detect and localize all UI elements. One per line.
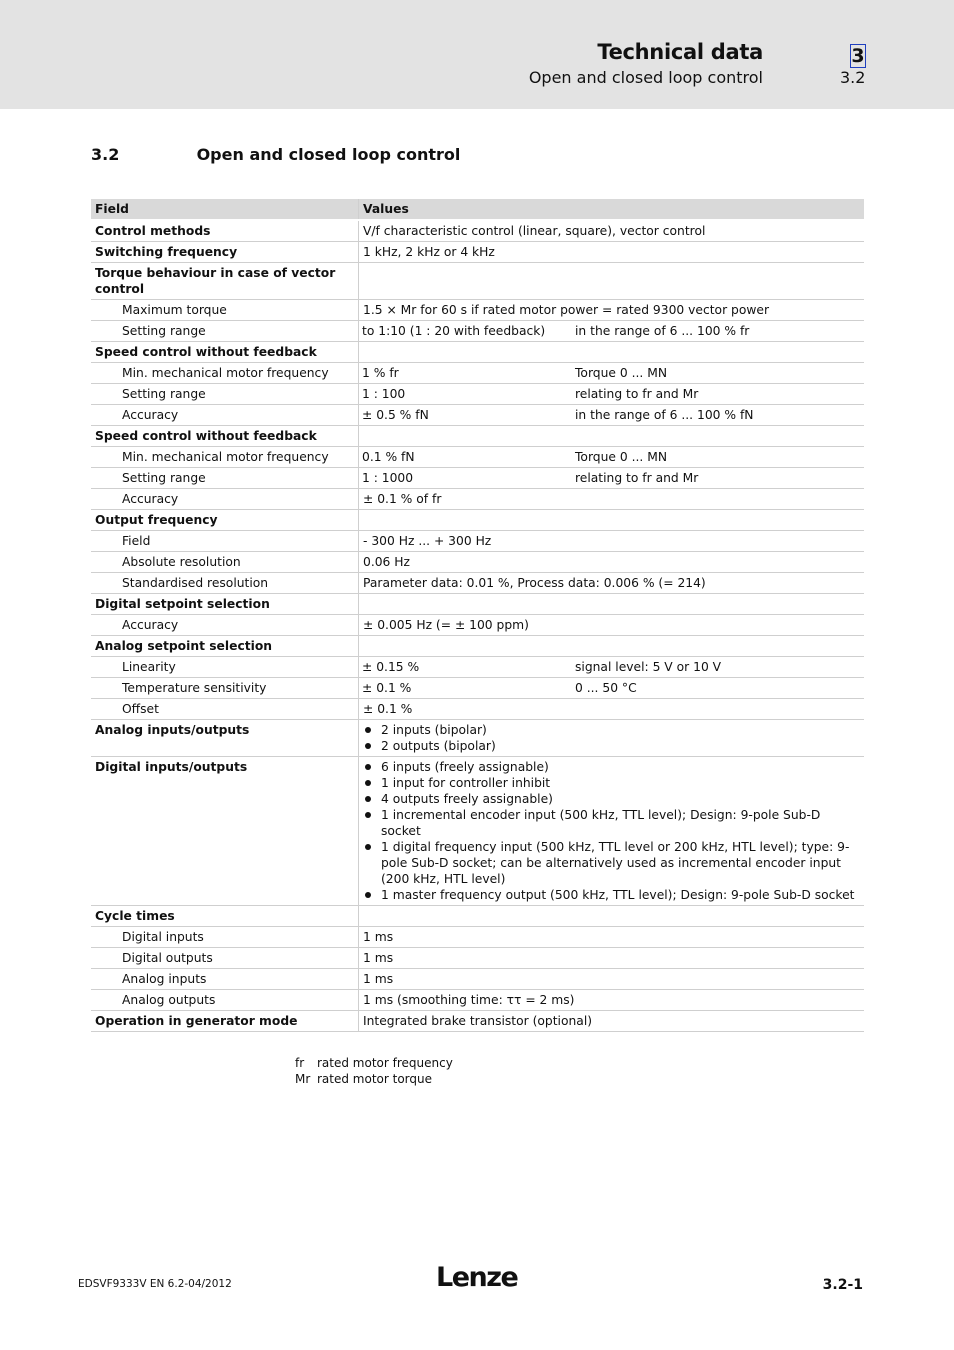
field-cell: Setting range	[91, 468, 359, 489]
note-symbol: fr	[295, 1056, 305, 1070]
field-cell: Min. mechanical motor frequency	[91, 363, 359, 384]
field-cell: Switching frequency	[91, 242, 359, 263]
bullet-item: 1 incremental encoder input (500 kHz, TTL level); Design: 9-pole Sub-D socket	[363, 807, 860, 839]
table-row	[91, 906, 864, 927]
table-row	[91, 342, 864, 363]
header-title: Technical data	[597, 40, 763, 64]
value-cell: ± 0.005 Hz (= ± 100 ppm)	[359, 615, 865, 636]
lenze-logo: Lenze	[436, 1262, 518, 1293]
header-section-number: 3.2	[840, 68, 866, 87]
note-fr	[295, 1055, 453, 1071]
table-row	[91, 220, 864, 242]
condition-cell: signal level: 5 V or 10 V	[571, 657, 864, 678]
field-cell: Accuracy	[91, 405, 359, 426]
field-cell: Standardised resolution	[91, 573, 359, 594]
chapter-badge[interactable]: 3	[851, 45, 865, 67]
table-row	[91, 615, 864, 636]
table-row	[91, 757, 864, 906]
field-cell: Absolute resolution	[91, 552, 359, 573]
table-row	[91, 948, 864, 969]
table-row	[91, 969, 864, 990]
field-cell: Digital outputs	[91, 948, 359, 969]
table-row	[91, 573, 864, 594]
field-cell: Maximum torque	[91, 300, 359, 321]
field-cell: Digital inputs/outputs	[91, 757, 359, 906]
field-cell: Analog inputs	[91, 969, 359, 990]
table-header-row	[91, 199, 864, 220]
page-number: 3.2-1	[822, 1277, 863, 1293]
page-header	[0, 0, 954, 109]
field-cell: Operation in generator mode	[91, 1011, 359, 1032]
table-row	[91, 426, 864, 447]
bullet-list	[363, 759, 860, 903]
field-cell: Analog setpoint selection	[91, 636, 359, 657]
doc-id: EDSVF9333V EN 6.2-04/2012	[78, 1278, 232, 1290]
value-cell	[359, 594, 865, 615]
note-text: rated motor torque	[317, 1072, 433, 1086]
value-cell	[359, 426, 865, 447]
table-row	[91, 489, 864, 510]
bullet-item: 6 inputs (freely assignable)	[363, 759, 860, 775]
header-subtitle: Open and closed loop control	[528, 68, 763, 87]
table-row	[91, 927, 864, 948]
field-cell: Speed control without feedback	[91, 342, 359, 363]
value-cell	[359, 263, 865, 300]
value-cell: 1 ms	[359, 969, 865, 990]
field-cell: Accuracy	[91, 489, 359, 510]
note-mr	[295, 1071, 453, 1087]
table-row	[91, 510, 864, 531]
value-cell: 1 ms	[359, 927, 865, 948]
condition-cell: relating to fr and Mr	[571, 468, 864, 489]
spec-table	[91, 199, 864, 1032]
condition-cell: relating to fr and Mr	[571, 384, 864, 405]
field-cell: Field	[91, 531, 359, 552]
condition-cell: Torque 0 ... MN	[571, 447, 864, 468]
value-cell: ± 0.5 % fN	[359, 405, 572, 426]
bullet-item: 1 master frequency output (500 kHz, TTL level); Design: 9-pole Sub-D socket	[363, 887, 860, 903]
field-cell: Digital setpoint selection	[91, 594, 359, 615]
section-title: Open and closed loop control	[196, 145, 461, 164]
value-cell: - 300 Hz ... + 300 Hz	[359, 531, 865, 552]
field-cell: Setting range	[91, 384, 359, 405]
value-cell: ± 0.1 % of fr	[359, 489, 865, 510]
value-cell: ± 0.1 %	[359, 699, 865, 720]
value-cell: to 1:10 (1 : 20 with feedback)	[359, 321, 572, 342]
field-cell: Temperature sensitivity	[91, 678, 359, 699]
value-cell: 1 ms	[359, 948, 865, 969]
section-heading	[91, 145, 460, 164]
value-cell	[359, 757, 865, 906]
value-cell: ± 0.1 %	[359, 678, 572, 699]
value-cell	[359, 510, 865, 531]
table-row	[91, 300, 864, 321]
table-row	[91, 263, 864, 300]
field-cell: Setting range	[91, 321, 359, 342]
field-cell: Min. mechanical motor frequency	[91, 447, 359, 468]
table-row	[91, 594, 864, 615]
value-cell	[359, 720, 865, 757]
bullet-item: 2 inputs (bipolar)	[363, 722, 860, 738]
table-row	[91, 990, 864, 1011]
table-row	[91, 405, 864, 426]
value-cell: Parameter data: 0.01 %, Process data: 0.006 % (= 214)	[359, 573, 865, 594]
value-cell: 1 ms (smoothing time: ττ = 2 ms)	[359, 990, 865, 1011]
table-row	[91, 1011, 864, 1032]
table-row	[91, 657, 864, 678]
table-row	[91, 636, 864, 657]
value-cell: 1.5 × Mr for 60 s if rated motor power = rated 9300 vector power	[359, 300, 865, 321]
field-cell: Offset	[91, 699, 359, 720]
condition-cell: in the range of 6 ... 100 % fN	[571, 405, 864, 426]
value-cell: 1 : 100	[359, 384, 572, 405]
header-field: Field	[91, 199, 359, 220]
field-cell: Analog outputs	[91, 990, 359, 1011]
bullet-item: 1 digital frequency input (500 kHz, TTL level or 200 kHz, HTL level); type: 9-pole Sub-D socket; can be alternatively used as incremental encoder input (200 kHz, HTL level)	[363, 839, 860, 887]
field-cell: Cycle times	[91, 906, 359, 927]
table-row	[91, 384, 864, 405]
table-row	[91, 552, 864, 573]
condition-cell: in the range of 6 ... 100 % fr	[571, 321, 864, 342]
table-row	[91, 363, 864, 384]
field-cell: Speed control without feedback	[91, 426, 359, 447]
field-cell: Torque behaviour in case of vector control	[91, 263, 359, 300]
table-row	[91, 720, 864, 757]
note-text: rated motor frequency	[317, 1056, 453, 1070]
field-cell: Analog inputs/outputs	[91, 720, 359, 757]
field-cell: Accuracy	[91, 615, 359, 636]
table-row	[91, 321, 864, 342]
bullet-item: 4 outputs freely assignable)	[363, 791, 860, 807]
value-cell	[359, 636, 865, 657]
table-row	[91, 468, 864, 489]
value-cell	[359, 342, 865, 363]
field-cell: Output frequency	[91, 510, 359, 531]
field-cell: Linearity	[91, 657, 359, 678]
bullet-item: 2 outputs (bipolar)	[363, 738, 860, 754]
table-row	[91, 678, 864, 699]
value-cell: 0.06 Hz	[359, 552, 865, 573]
value-cell: 1 : 1000	[359, 468, 572, 489]
bullet-list	[363, 722, 860, 754]
value-cell	[359, 906, 865, 927]
value-cell: V/f characteristic control (linear, square), vector control	[359, 220, 865, 242]
field-cell: Control methods	[91, 220, 359, 242]
section-number: 3.2	[91, 145, 120, 164]
table-row	[91, 447, 864, 468]
value-cell: 1 % fr	[359, 363, 572, 384]
table-row	[91, 531, 864, 552]
footnotes	[295, 1055, 453, 1087]
field-cell: Digital inputs	[91, 927, 359, 948]
note-symbol: Mr	[295, 1072, 311, 1086]
value-cell: Integrated brake transistor (optional)	[359, 1011, 865, 1032]
table-row	[91, 242, 864, 263]
condition-cell: Torque 0 ... MN	[571, 363, 864, 384]
condition-cell: 0 ... 50 °C	[571, 678, 864, 699]
value-cell: ± 0.15 %	[359, 657, 572, 678]
header-values: Values	[359, 199, 865, 220]
table-row	[91, 699, 864, 720]
bullet-item: 1 input for controller inhibit	[363, 775, 860, 791]
spec-table-body	[91, 199, 864, 1032]
value-cell: 1 kHz, 2 kHz or 4 kHz	[359, 242, 865, 263]
value-cell: 0.1 % fN	[359, 447, 572, 468]
